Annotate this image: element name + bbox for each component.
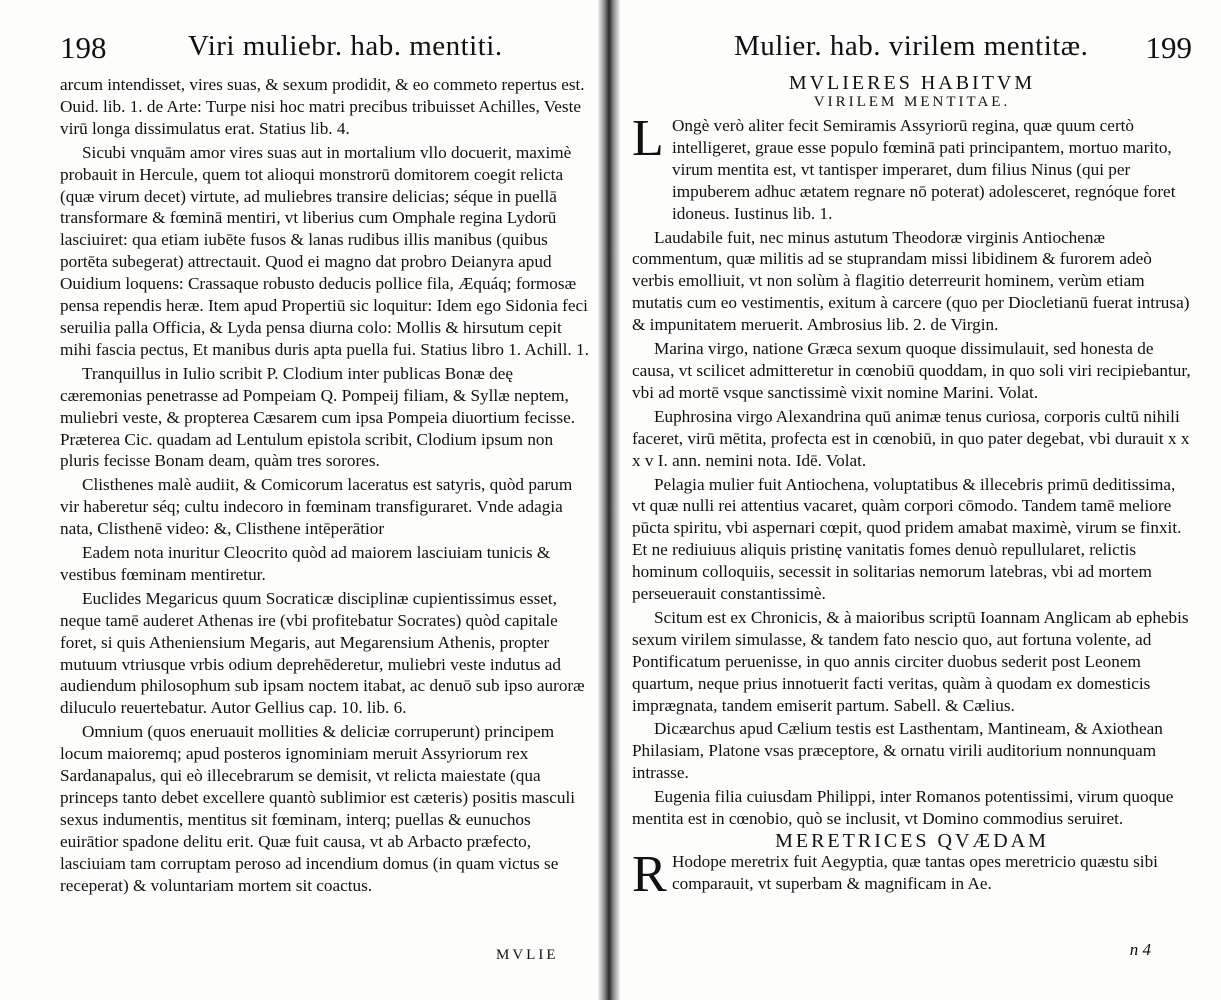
drop-cap-r: R [632,846,667,903]
left-paragraph-3: Tranquillus in Iulio scribit P. Clodium inter publicas Bonæ deę cæremonias penetrasse ad Pompeiam Q. Pompeij filiam, & Syllæ neptem, muliebri veste, & propterea Cæsarem cum ipsa Pompeia diuortium fecisse. Præterea Cic. quadam ad Lentulum epistola scribit, Clodium ipsum non pluris fecisse Bonam deam, quàm tres sorores. [60,363,576,471]
left-page [60,30,590,899]
right-signature-mark: n 4 [1129,940,1151,959]
right-paragraph-5: Pelagia mulier fuit Antiochena, voluptatibus & illecebris primū deditissima, vt quæ nulli rei attentius vacaret, quàm corpori cōmodo. Tandem tamē meliore pūcta spiritu, vbi aspernari cœpit, quod pridem amabat maximè, virum se finxit. Et ne rediuiuus aliquis pristinę vanitatis fomes denuò repullularet, relictis hominum colloquiis, secessit in solitarias nemorum latebras, vbi ad mortem perseuerauit constantissimè. [632,474,1182,604]
left-paragraph-1: arcum intendisset, vires suas, & sexum prodidit, & eo commeto repertus est. Ouid. lib. 1. de Arte: Turpe nisi hoc matri precibus tribuisset Achilles, Veste virū longa dissimulatus erat. Statius lib. 4. [60,75,585,138]
right-paragraph-1-text: Ongè verò aliter fecit Semiramis Assyriorū regina, quæ quum certò intelligeret, graue esse populo fœminā pati principantem, mortuo marito, virum mentita est, vt tantisper imperaret, dum filius Ninus (qui per impuberem adhuc ætatem regnare nō poterat) adolesceret, regnóque foret idoneus. Iustinus lib. 1. [672,116,1176,223]
section-heading-mulieres: MVLIERES HABITVM [788,72,1036,94]
right-paragraph-1 [632,110,1192,225]
left-page-number: 198 [60,30,107,65]
left-paragraph-6: Euclides Megaricus quum Socraticæ disciplinæ cupientissimus esset, neque tamē auderet Athenas ire (vbi profitebatur Socrates) quòd capitale foret, si quis Atheniensium Megaris, aut Megarensium Athenis, propter mutuum vtriusque vrbis odium deprehēderetur, muliebri veste indutus ad audiendum philosophum sub ipsam noctem itabat, ac denuō sub ipso auroræ diluculo reuertebatur. Autor Gellius cap. 10. lib. 6. [60,588,585,718]
right-paragraph-2: Laudabile fuit, nec minus astutum Theodoræ virginis Antiochenæ commentum, quæ militis ad se stuprandam missi libidinem & furorem adeò verbis emolliuit, vt non solùm à flagitio deterreurit hominem, verùm etiam mutatis cum eo vestimentis, exitum à carcere (quo per Diocletianū fuerat intrusa) & impunitatem meruerit. Ambrosius lib. 2. de Virgin. [632,227,1190,335]
right-paragraph-6: Scitum est ex Chronicis, & à maioribus scriptū Ioannam Anglicam ab ephebis sexum virilem simulasse, & tandem fato nescio quo, aut fortuna volente, ad Pontificatum peruenisse, in quo annis circiter duobus sederit post Leonem quartum, neque prius innotuerit facti veritas, quàm à quodam ex domesticis imprægnata, tandem emiserit partum. Sabell. & Cælius. [632,607,1189,715]
drop-cap-l: L [632,110,664,167]
left-body-text [60,74,590,897]
section-subheading-virilem: VIRILEM MENTITAE. [813,94,1011,110]
right-paragraph-8: Eugenia filia cuiusdam Philippi, inter Romanos potentissimi, virum quoque mentita est in cœnobio, quò se inclusit, vt Domino commodius seruiret. [632,787,1174,829]
right-paragraph-7: Dicæarchus apud Cælium testis est Lasthentam, Mantineam, & Axiothean Philasiam, Platone vsas præceptore, & ornatu virili auditorium nonnunquam intrasse. [632,719,1163,783]
right-paragraph-9 [632,846,1192,903]
right-running-title: Mulier. hab. virilem mentitæ. [734,30,1089,62]
right-body-text [632,72,1192,903]
left-paragraph-4: Clisthenes malè audiit, & Comicorum laceratus est satyris, quòd parum vir haberetur séq; cultu indecoro in fœminam transfiguraret. Vnde adagia nata, Clisthenē video: &, Clisthene intēperātior [60,475,573,539]
right-page [632,30,1192,903]
left-paragraph-5: Eadem nota inuritur Cleocrito quòd ad maiorem lasciuiam tunicis & vestibus fœminam mentiretur. [60,543,551,584]
right-running-head [632,30,1192,74]
left-catchword: MVLIE [496,947,559,963]
right-paragraph-9-text: Hodope meretrix fuit Aegyptia, quæ tantas opes meretricio quæstu sibi comparauit, vt superbam & magnificam in Ae. [672,852,1158,893]
left-running-head [60,30,590,74]
left-paragraph-7: Omnium (quos eneruauit mollities & deliciæ corruperunt) principem locum maioremq; apud posteros ignominiam meruit Assyriorum rex Sardanapalus, qui eò illecebrarum se demisit, vt relicta maiestate (qua princeps tanto debet excellere quantò sublimior est cæteris) positis masculi sexus indumentis, mentitus sit fœminam, interq; puellas & eunuchos euirātior spadone delitu erit. Quæ fuit causa, vt ab Arbacto præfecto, lasciuiam tam corruptam peroso ad incendium domus (in quam victus se receperat) & voluntariam mortem sit coactus. [60,722,576,895]
section-heading-meretrices: MERETRICES QVÆDAM [775,830,1049,852]
right-paragraph-4: Euphrosina virgo Alexandrina quū animæ tenus curiosa, corporis cultū nihili faceret, virū mētita, profecta est in cœnobiū, in quo pater degebat, vbi durauit x x x v I. ann. nemini nota. Idē. Volat. [632,406,1190,470]
right-paragraph-3: Marina virgo, natione Græca sexum quoque dissimulauit, sed honesta de causa, vt scilicet admitteretur in cœnobiū quoddam, in quo soli viri recipiebantur, vbi ad mortē vsque sanctissimè vixit nomine Marini. Volat. [632,339,1191,402]
left-running-title: Viri muliebr. hab. mentiti. [188,30,503,62]
book-gutter [598,0,620,1000]
left-paragraph-2: Sicubi vnquām amor vires suas aut in mortalium vllo docuerit, maximè probauit in Hercule, quem tot alioqui monstrorū domitorem coegit relicta (quæ virum decet) virtute, ad muliebres transire delicias; séque in puellā transformare & fœminā mentiri, vt liberius cum Omphale regina Lydorū lasciuiret: qua etiam iubēte fusos & lanas rudibus illis manibus (quibus portēta subegerat) attrectauit. Quod ei magno dat probro Deianyra apud Ouidium loquens: Crassaque robusto deducis pollice fila, Æquáq; formosæ pensa rependis heræ. Item apud Propertiū sic loquitur: Idem ego Sidonia feci seruilia palla Officia, & Lyda pensa diurna colo: Mollis & hirsutum cepit mihi fascia pectus, Et manibus duris apta puella fui. Statius libro 1. Achill. 1. [60,142,589,359]
right-page-number: 199 [1145,30,1192,65]
